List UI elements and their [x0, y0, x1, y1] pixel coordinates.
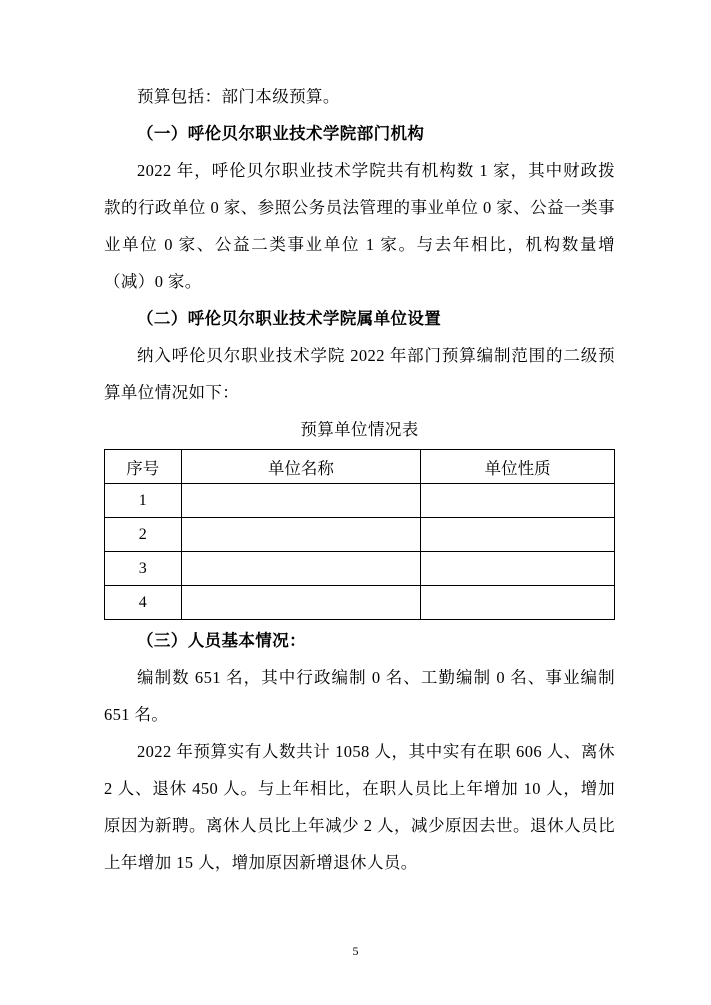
cell-unit-name — [181, 586, 421, 620]
paragraph-section-three-body-2: 2022 年预算实有人数共计 1058 人，其中实有在职 606 人、离休 2 人、退休 450 人。与上年相比，在职人员比上年增加 10 人，增加原因为新聘。离休人员比上年减少 2 人，减少原因去世。退休人员比上年增加 15 人，增加原因新增退休人员。 — [104, 742, 615, 872]
table-row — [105, 518, 615, 552]
paragraph-section-three-body-1: 编制数 651 名，其中行政编制 0 名、工勤编制 0 名、事业编制 651 名。 — [104, 668, 615, 724]
column-header-unit-type: 单位性质 — [421, 450, 615, 484]
page-number: 5 — [352, 944, 359, 958]
table-header-row — [105, 450, 615, 484]
paragraph-section-two-body: 纳入呼伦贝尔职业技术学院 2022 年部门预算编制范围的二级预算单位情况如下： — [104, 346, 615, 402]
table-title: 预算单位情况表 — [300, 420, 419, 439]
cell-unit-name — [181, 518, 421, 552]
budget-units-table — [104, 449, 615, 620]
paragraph-intro: 预算包括：部门本级预算。 — [137, 87, 340, 106]
cell-no: 4 — [105, 586, 182, 620]
paragraph-section-one-body: 2022 年，呼伦贝尔职业技术学院共有机构数 1 家，其中财政拨款的行政单位 0 家、参照公务员法管理的事业单位 0 家、公益一类事业单位 0 家、公益二类事业单位 1 家。与去年相比，机构数量增（减）0 家。 — [104, 161, 615, 291]
cell-no: 2 — [105, 518, 182, 552]
table-row — [105, 552, 615, 586]
cell-unit-name — [181, 484, 421, 518]
heading-section-three: （三）人员基本情况： — [137, 631, 306, 650]
cell-unit-type — [421, 586, 615, 620]
cell-unit-type — [421, 552, 615, 586]
table-row — [105, 586, 615, 620]
table-row — [105, 484, 615, 518]
column-header-no: 序号 — [105, 450, 182, 484]
cell-no: 3 — [105, 552, 182, 586]
column-header-unit-name: 单位名称 — [181, 450, 421, 484]
cell-unit-type — [421, 484, 615, 518]
cell-unit-name — [181, 552, 421, 586]
heading-section-one: （一）呼伦贝尔职业技术学院部门机构 — [137, 124, 425, 143]
cell-unit-type — [421, 518, 615, 552]
cell-no: 1 — [105, 484, 182, 518]
heading-section-two: （二）呼伦贝尔职业技术学院属单位设置 — [137, 309, 442, 328]
